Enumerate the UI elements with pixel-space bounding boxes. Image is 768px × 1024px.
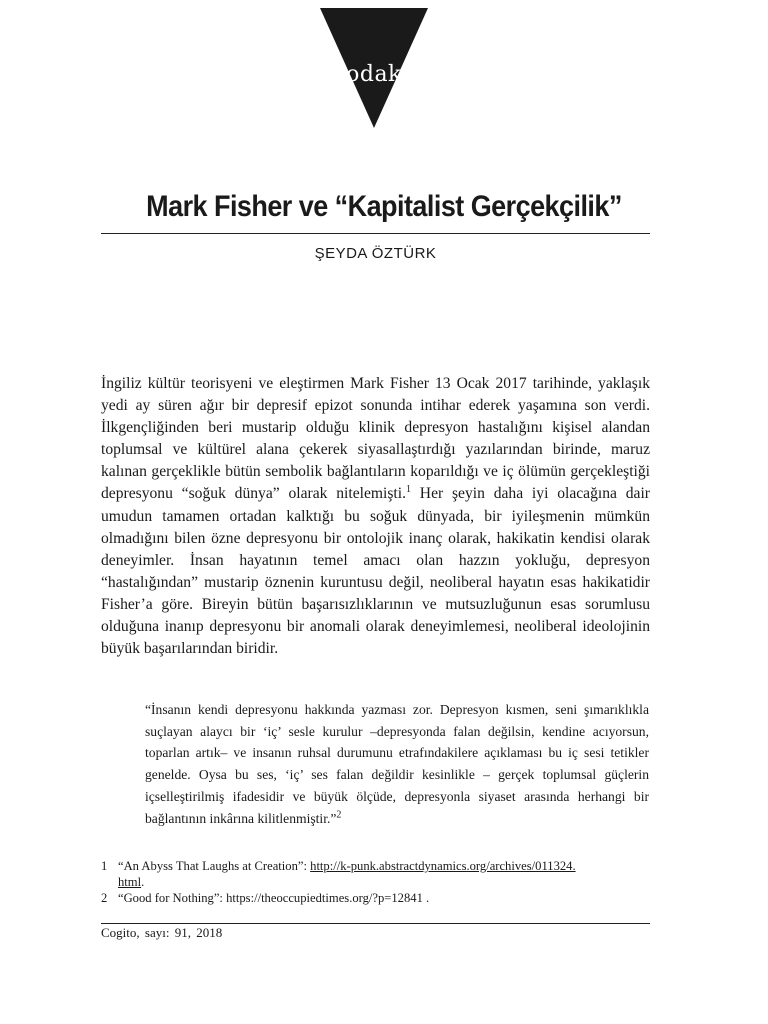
footnote-ref-2[interactable]: 2 bbox=[336, 808, 342, 820]
logo-text: odak bbox=[346, 62, 402, 87]
footnote-2 bbox=[101, 890, 661, 906]
footnote-number: 2 bbox=[101, 891, 108, 905]
block-quote bbox=[145, 699, 649, 829]
footnote-link-cont[interactable]: html bbox=[118, 875, 142, 889]
footer-divider bbox=[101, 923, 650, 924]
article-title: Mark Fisher ve “Kapitalist Gerçekçilik” bbox=[146, 190, 622, 223]
body-text-part2: Her şeyin daha iyi olacağına dair umudun tamamen ortadan kalktığı bu soğuk dünyada, bir iyileşmenin mümkün olmadığını bilen özne depresyonu bir ontolojik inanç olarak, hakikatin kendisi olarak deneyimler. İnsan hayatının temel amacı olan hazzın yokluğu, depresyon “hastalığından” mustarip öznenin kuruntusu değil, neoliberal hayatın esas hakikatidir Fisher’a göre. Bireyin bütün başarısızlıklarının ve mutsuzluğunun esas sorumlusu olduğuna inanıp depresyonu bir anomali olarak deneyimlemesi, neoliberal ideolojinin büyük başarılarından biridir. bbox=[101, 485, 650, 658]
footnote-text: “An Abyss That Laughs at Creation”: bbox=[118, 859, 311, 873]
title-divider bbox=[101, 233, 650, 234]
body-paragraph bbox=[101, 373, 650, 660]
body-text-part1: İngiliz kültür teorisyeni ve eleştirmen Mark Fisher 13 Ocak 2017 tarihinde, yaklaşık yedi ay süren ağır bir depresif epizot sonunda intihar ederek yaşamına son verdi. İlkgençliğinden beri mustarip olduğu klinik depresyon hastalığını kişisel alandan toplumsal ve kültürel alana çekerek siyasallaştırdığı yazılarından birinde, maruz kalınan gerçeklikle bütün sembolik bağlantıların koparıldığı ve iç ölümün gerçekleştiği depresyonu “soğuk dünya” olarak nitelemişti. bbox=[101, 375, 650, 503]
author-name: ŞEYDA ÖZTÜRK bbox=[314, 245, 437, 262]
quote-text: “İnsanın kendi depresyonu hakkında yazması zor. Depresyon kısmen, seni şımarıklıkla suçlayan alaycı bir ‘iç’ sesle kurulur –depresyonda falan değilsin, kendine acıyorsun, toparlan artık– ve insanın ruhsal durumunu etrafındakilere açıklaması bu iç sesi tetikler genelde. Oysa bu ses, ‘iç’ ses falan değildir kesinlikle – gerçek toplumsal güçlerin içselleştirilmiş ifadesidir ve büyük ölçüde, depresyonla siyaset arasında herhangi bir bağlantının inkârına kilitlenmiştir.” bbox=[145, 702, 649, 826]
footnote-ref-1[interactable]: 1 bbox=[406, 484, 411, 496]
footnote-number: 1 bbox=[101, 859, 108, 873]
footnote-1 bbox=[101, 858, 661, 890]
footnote-link[interactable]: http://k-punk.abstractdynamics.org/archives/011324. bbox=[310, 859, 576, 873]
page-footer: Cogito, sayı: 91, 2018 bbox=[101, 925, 223, 940]
footnote-tail: . bbox=[141, 875, 145, 889]
footnote-text: “Good for Nothing”: https://theoccupiedtimes.org/?p=12841 . bbox=[118, 891, 430, 905]
